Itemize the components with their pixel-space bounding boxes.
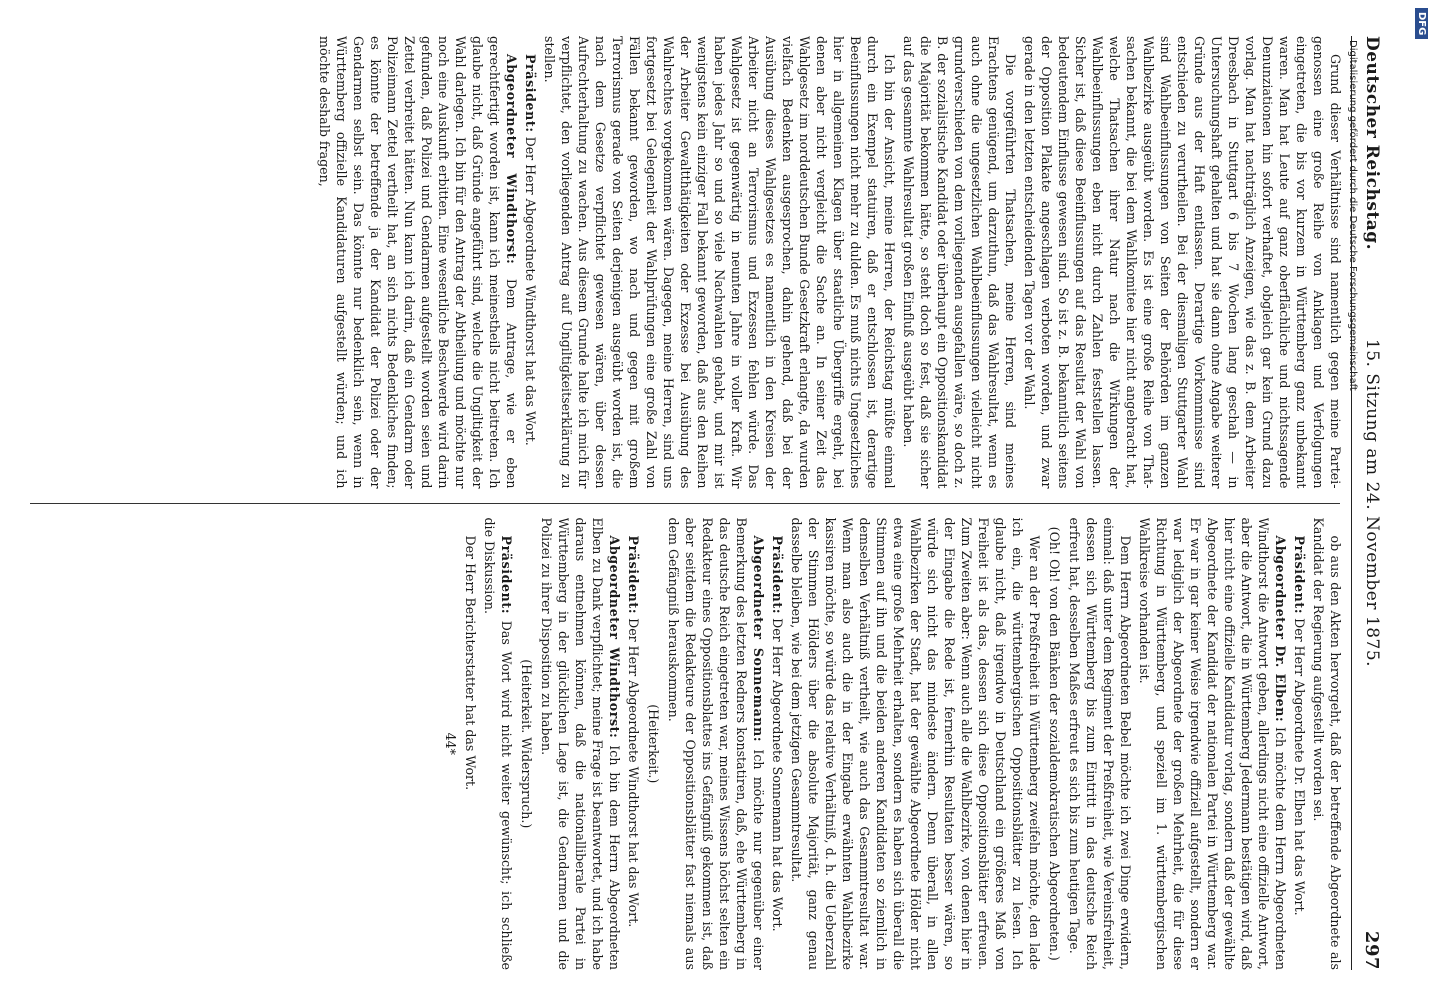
paragraph (788, 518, 1043, 971)
speaker-label: Abgeordneter Windthorst: (504, 54, 519, 265)
paragraph (1136, 518, 1289, 971)
interjection (645, 518, 662, 971)
digitization-note: Digitalisierung gefördert durch die Deutsche Forschungsgemeinschaft (1347, 40, 1358, 391)
speaker-label: Präsident: (1292, 535, 1307, 615)
paragraph (316, 36, 520, 489)
paragraph-text: (Heiterkeit.) (646, 704, 661, 784)
paragraph-text: Ich möchte dem Herrn Abgeordneten Windthorst die Antwort geben, allerdings nicht eine offizielle Antwort, aber die Antwort, die in Württemberg Jedermann bestätigen wird, daß hier nicht eine offizielle Kandidatur vorlag, sondern daß der gewählte Abgeordnete der Kandidat der nationalen Partei in Württemberg war. Er war in gar keiner Weise irgendwie offiziell aufgestellt, sondern er war lediglich der Abgeordnete der großen Mehrheit, die für diese Richtung in Württemberg, und speziell im 1. württembergischen Wahlkreise vorhanden ist. (1137, 517, 1288, 970)
paragraph (1291, 518, 1308, 971)
speaker-label: Präsident: (626, 535, 641, 615)
paragraph-text: 44* (443, 732, 458, 755)
dfg-logo: DFG (1415, 8, 1428, 39)
paragraph (481, 518, 515, 971)
paragraph (538, 518, 623, 971)
paragraph (462, 518, 479, 971)
paragraph (1066, 518, 1134, 971)
interjection (442, 518, 459, 971)
paragraph (1310, 518, 1344, 971)
paragraph-text: Ich möchte nur gegenüber einer Bemerkung des letzten Redners konstatiren, daß, ehe Württemberg in das deutsche Reich eingetreten war, meines Wissens höchst selten ein Redakteur eines Oppositionsblattes ins Gefängniß gekommen ist, daß aber seitdem die Redakteure der Oppositionsblätter fast niemals aus dem Gefängniß herauskommen. (666, 517, 766, 970)
speaker-label: Präsident: (523, 54, 538, 133)
paragraph-text: Dem Antrage, wie er eben gerechtfertigt worden ist, kann ich meinestheils nicht beitreten. Ich glaube nicht, daß Gründe angeführt sind, welche die Ungiltigkeit der Wahl darlegen. Ich bin für den Antrag der Abtheilung und möchte nur noch eine Auskunft erbitten. Eine wesentliche Beschwerde wird darin gefunden, daß Polizei und Gendarmen aufgestellt worden seien und Zettel verbreitet hätten. Nun kann ich darin, daß ein Gendarm oder Polizeimann Zettel vertheilt hat, an sich nichts Bedenkliches finden; es könnte der betreffende ja der Kandidat der Polizei oder der Gendarmen selbst sein. Das könnte nur bedenklich sein, wenn in Württemberg offizielle Kandidaturen aufgestellt würden; und ich möchte deshalb fragen, (317, 36, 519, 489)
paragraph-text: Ich bin dem Herrn Abgeordneten Elben zu Dank verpflichtet; meine Frage ist beantwortet, und ich habe daraus entnehmen können, daß die nationalliberale Partei in Württemberg in der glücklichen Lage ist, die Gendarmen und die Polizei zu ihrer Disposition zu haben. (539, 517, 622, 970)
interjection (518, 518, 535, 971)
paragraph (625, 518, 642, 971)
column-divider (30, 503, 1340, 504)
paragraph (900, 36, 1019, 489)
paragraph-text: Das Wort wird nicht weiter gewünscht; ich schließe die Diskussion. (482, 517, 514, 970)
speaker-label: Abgeordneter Dr. Elben: (1273, 535, 1288, 723)
speaker-label: Abgeordneter Sonnemann: (751, 535, 766, 743)
paragraph (665, 518, 767, 971)
paragraph-text: Der Herr Abgeordnete Windthorst hat das Wort. (626, 618, 641, 928)
paragraph (522, 36, 539, 489)
paragraph-text: Wer an der Preßfreiheit in Württemberg zweifeln möchte, den lade ich ein, die württembergischen Oppositionsblätter zu lesen. Ich glaube nicht, daß irgendwo in Deutschland ein größeres Maß von Freiheit ist als das, dessen sich diese Oppositionsblätter erfreuen. Zum Zweiten aber: Wenn auch alle die Wahlbezirke, von denen hier in der Eingabe die Rede ist, fernerhin Resultaten besser wären, so würde sich nicht das mindeste ändern. Denn überall, in allen Wahlbezirken der Stadt, hat der gewählte Abgeordnete Hölder nicht etwa eine große Mehrheit erhalten, sondern es haben sich überall die Stimmen auf ihn und die beiden anderen Kandidaten so ziemlich in demselben Verhältniß vertheilt, wie auch das Gesammtresultat war. Wenn man also auch die in der Eingabe erwähnten Wahlbezirke kassiren möchte, so würde das relative Verhältniß, d. h. die Ueberzahl der Stimmen Hölders über die absolute Majorität, ganz genau dasselbe bleiben, wie bei dem jetzigen Gesammtresultat. (789, 517, 1042, 970)
session-date: 15. Sitzung am 24. November 1875. (1362, 338, 1382, 668)
paragraph-text: (Oh! Oh! von den Bänken der sozialdemokratischen Abgeordneten.) (1047, 526, 1062, 961)
paragraph-text: (Heiterkeit. Widerspruch.) (519, 659, 534, 829)
journal-title: Deutscher Reichstag. (1362, 36, 1382, 251)
paragraph-text: Grund dieser Verhältnisse sind namentlich gegen meine Partei-genossen eine große Reihe von Anklagen und Verfolgungen eingetreten, die bis vor kurzem in Württemberg ganz unbekannt waren. Man hat Leute auf ganz oberflächliche und nichtssagende Denunziationen hin sofort verhaftet, obgleich gar kein Grund dazu vorlag. Man hat nachträglich Anzeigen, wie das z. B. dem Arbeiter Dreesbach in Stuttgart 6 bis 7 Wochen lang geschah — in Untersuchungshaft gehalten und hat sie dann ohne Angabe weiterer Gründe aus der Haft entlassen. Derartige Vorkommnisse sind entschieden zu verurtheilen. Bei der diesmaligen Stuttgarter Wahl sind Wahlbeeinflussungen von Seiten der Behörden im ganzen Wahlbezirke ausgeübt worden. Es ist eine große Reihe von That-sachen bekannt, die bei dem Wahlkomitee hier nicht angebracht hat, welche Thatsachen ihrer Natur nach die Wirkungen der Wahlbeeinflussungen eben nicht durch Zahlen feststellen lassen. Sicher ist, daß diese Beeinflussungen auf das Resultat der Wahl von bedeutendem Einflusse gewesen sind. So ist z. B. bekanntlich seitens der Opposition Plakate angeschlagen verboten worden, und zwar gerade in den letzten entscheidenden Tagen vor der Wahl. (1022, 36, 1343, 489)
paragraph-text: ob aus den Akten hervorgeht, daß der betreffende Abgeordnete als Kandidat der Regierung aufgestellt worden sei. (1311, 517, 1343, 970)
interjection (1046, 518, 1063, 971)
running-head (1356, 36, 1388, 970)
paragraph-text: Der Herr Berichterstatter hat das Wort. (463, 535, 478, 791)
text-columns (30, 36, 1344, 970)
paragraph-text: Der Herr Abgeordnete Windthorst hat das Wort. (523, 136, 538, 446)
left-column (30, 36, 1344, 489)
speaker-label: Präsident: (770, 535, 785, 615)
paragraph-text: Dem Herrn Abgeordneten Bebel möchte ich zwei Dinge erwidern, einmal: daß unter dem Regiment der Preßfreiheit, wie Vereinsfreiheit, dessen sich Württemberg bis zum Eintritt in das deutsche Reich erfreut hat, desselben Maßes erfreut es sich bis zum heutigen Tage. (1067, 517, 1133, 970)
paragraph-text: Die vorgeführten Thatsachen, meine Herren, sind meines Erachtens genügend, um darzuthun, daß das Wahlresultat, wenn es auch ohne die ungesetzlichen Wahlbeeinflussungen vielleicht nicht grundverschieden von dem vorliegenden ausgefallen wäre, so doch z. B. der sozialistische Kandidat oder überhaupt ein Oppositionskandidat die Majorität bekommen hätte, so steht doch so fest, daß sie sicher auf das gesammte Wahlresultat großen Einfluß ausgeübt haben. (901, 36, 1018, 489)
right-column (30, 518, 1344, 971)
paragraph (541, 36, 898, 489)
page-number: 297 (1361, 930, 1383, 970)
paragraph-text: Ich bin der Ansicht, meine Herren, der Reichstag müßte einmal durch ein Exempel statuiren, daß er entschlossen ist, derartige Beeinflussungen nicht mehr zu dulden. Es muß nichts Ungesetzliches hier in allgemeinen Klagen über staatliche Übergriffe ergeht, bei denen aber nicht vergleicht die Sache an. In seiner Zeit das Wahlgesetz im norddeutschen Bunde Gesetzkraft erlangte, da wurden vielfach Bedenken ausgesprochen, dahin gehend, daß bei der Ausübung dieses Wahlgesetzes es namentlich in den Kreisen der Arbeiter nicht an Terrorismus und Exzessen fehlen würde. Das Wahlgesetz ist gegenwärtig in neunten Jahre in voller Kraft. Wir haben jedes Jahr so und so viele Nachwahlen gehabt, und mir ist wenigstens kein einziger Fall bekannt geworden, daß aus den Reihen der Arbeiter Gewaltthätigkeiten oder Exzesse bei Ausübung des Wahlrechtes vorgekommen wären. Dagegen, meine Herren, sind uns fortgesetzt bei Gelegenheit der Wahlprüfungen eine große Zahl von Fällen bekannt geworden, wo nach und gegen mit großem Terrorismus gerade von Seiten derjenigen ausgeübt worden ist, die nach dem Gesetze verpflichtet gewesen wären, über dessen Aufrechterhaltung zu wachen. Aus diesem Grunde halte ich mich für verpflichtet, den vorliegenden Antrag auf Ungiltigkeitserklärung zu stellen. (542, 36, 897, 489)
paragraph-text: Der Herr Abgeordnete Sonnemann hat das Wort. (770, 618, 785, 932)
speaker-label: Abgeordneter Windthorst: (607, 535, 622, 739)
paragraph (1021, 36, 1344, 489)
paragraph (769, 518, 786, 971)
speaker-label: Präsident: (499, 535, 514, 615)
paragraph-text: Der Herr Abgeordnete Dr. Elben hat das Wort. (1292, 618, 1307, 916)
